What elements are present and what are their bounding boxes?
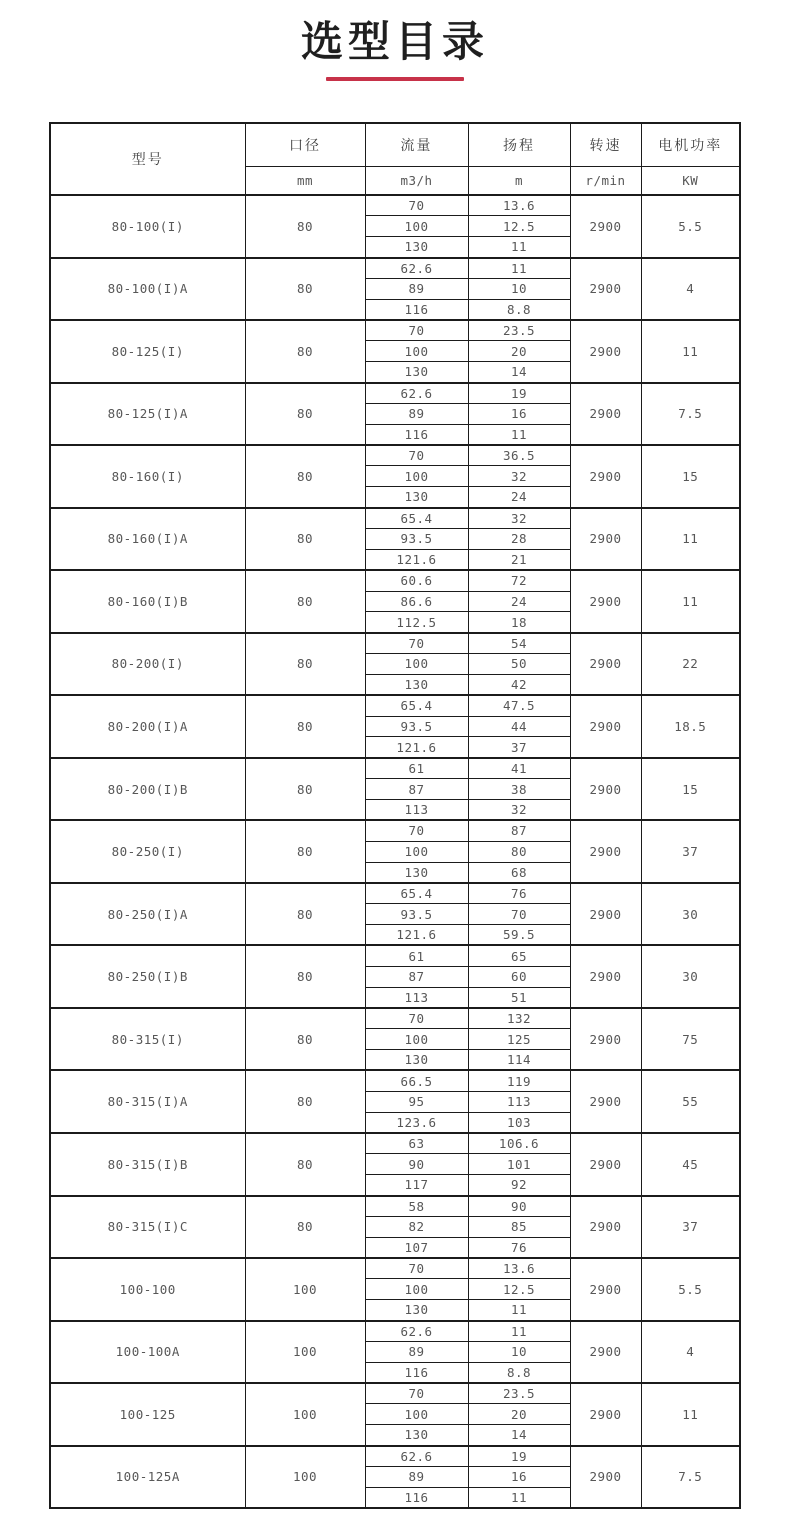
bore-cell: 80 bbox=[245, 883, 365, 946]
unit-speed: r/min bbox=[570, 167, 641, 196]
table-row bbox=[50, 1008, 740, 1029]
power-cell: 11 bbox=[641, 508, 740, 571]
bore-cell: 100 bbox=[245, 1446, 365, 1509]
flow-cell: 89 bbox=[365, 403, 468, 424]
power-cell: 11 bbox=[641, 320, 740, 383]
flow-cell: 116 bbox=[365, 1487, 468, 1508]
model-cell: 80-160(I)B bbox=[50, 570, 245, 633]
flow-cell: 130 bbox=[365, 237, 468, 258]
table-row bbox=[50, 508, 740, 529]
bore-cell: 80 bbox=[245, 195, 365, 258]
head-cell: 44 bbox=[468, 716, 570, 737]
head-cell: 65 bbox=[468, 945, 570, 966]
flow-cell: 93.5 bbox=[365, 529, 468, 550]
flow-cell: 86.6 bbox=[365, 591, 468, 612]
flow-cell: 82 bbox=[365, 1216, 468, 1237]
flow-cell: 123.6 bbox=[365, 1112, 468, 1133]
bore-cell: 80 bbox=[245, 695, 365, 758]
power-cell: 30 bbox=[641, 883, 740, 946]
model-cell: 80-315(I)B bbox=[50, 1133, 245, 1196]
speed-cell: 2900 bbox=[570, 1008, 641, 1071]
speed-cell: 2900 bbox=[570, 1196, 641, 1259]
flow-cell: 66.5 bbox=[365, 1070, 468, 1091]
flow-cell: 113 bbox=[365, 987, 468, 1008]
head-cell: 10 bbox=[468, 1341, 570, 1362]
flow-cell: 70 bbox=[365, 1258, 468, 1279]
power-cell: 45 bbox=[641, 1133, 740, 1196]
power-cell: 7.5 bbox=[641, 1446, 740, 1509]
head-cell: 8.8 bbox=[468, 299, 570, 320]
model-cell: 80-250(I) bbox=[50, 820, 245, 883]
head-cell: 16 bbox=[468, 1466, 570, 1487]
speed-cell: 2900 bbox=[570, 633, 641, 696]
header-row bbox=[50, 123, 740, 167]
model-cell: 80-315(I)A bbox=[50, 1070, 245, 1133]
flow-cell: 70 bbox=[365, 1383, 468, 1404]
power-cell: 5.5 bbox=[641, 1258, 740, 1321]
power-cell: 15 bbox=[641, 758, 740, 821]
head-cell: 38 bbox=[468, 779, 570, 800]
flow-cell: 70 bbox=[365, 820, 468, 841]
head-cell: 11 bbox=[468, 1487, 570, 1508]
head-cell: 12.5 bbox=[468, 216, 570, 237]
speed-cell: 2900 bbox=[570, 570, 641, 633]
flow-cell: 62.6 bbox=[365, 258, 468, 279]
unit-head: m bbox=[468, 167, 570, 196]
bore-cell: 80 bbox=[245, 1008, 365, 1071]
flow-cell: 100 bbox=[365, 654, 468, 675]
col-header-power: 电机功率 bbox=[641, 123, 740, 167]
table-row bbox=[50, 1196, 740, 1217]
head-cell: 32 bbox=[468, 508, 570, 529]
flow-cell: 70 bbox=[365, 633, 468, 654]
table-row bbox=[50, 883, 740, 904]
flow-cell: 93.5 bbox=[365, 904, 468, 925]
head-cell: 42 bbox=[468, 674, 570, 695]
table-row bbox=[50, 258, 740, 279]
power-cell: 55 bbox=[641, 1070, 740, 1133]
speed-cell: 2900 bbox=[570, 1446, 641, 1509]
speed-cell: 2900 bbox=[570, 1133, 641, 1196]
flow-cell: 113 bbox=[365, 799, 468, 820]
flow-cell: 90 bbox=[365, 1154, 468, 1175]
head-cell: 20 bbox=[468, 1404, 570, 1425]
speed-cell: 2900 bbox=[570, 1383, 641, 1446]
table-row bbox=[50, 695, 740, 716]
head-cell: 76 bbox=[468, 1237, 570, 1258]
head-cell: 12.5 bbox=[468, 1279, 570, 1300]
head-cell: 21 bbox=[468, 549, 570, 570]
model-cell: 80-315(I) bbox=[50, 1008, 245, 1071]
head-cell: 36.5 bbox=[468, 445, 570, 466]
power-cell: 4 bbox=[641, 1321, 740, 1384]
table-row bbox=[50, 383, 740, 404]
flow-cell: 93.5 bbox=[365, 716, 468, 737]
power-cell: 5.5 bbox=[641, 195, 740, 258]
table-row bbox=[50, 820, 740, 841]
head-cell: 19 bbox=[468, 1446, 570, 1467]
head-cell: 47.5 bbox=[468, 695, 570, 716]
head-cell: 10 bbox=[468, 278, 570, 299]
speed-cell: 2900 bbox=[570, 1258, 641, 1321]
table-header bbox=[50, 123, 740, 195]
flow-cell: 62.6 bbox=[365, 1321, 468, 1342]
model-cell: 80-100(I) bbox=[50, 195, 245, 258]
head-cell: 80 bbox=[468, 841, 570, 862]
bore-cell: 100 bbox=[245, 1383, 365, 1446]
power-cell: 22 bbox=[641, 633, 740, 696]
flow-cell: 70 bbox=[365, 1008, 468, 1029]
head-cell: 72 bbox=[468, 570, 570, 591]
bore-cell: 80 bbox=[245, 945, 365, 1008]
head-cell: 60 bbox=[468, 966, 570, 987]
head-cell: 114 bbox=[468, 1050, 570, 1071]
power-cell: 37 bbox=[641, 1196, 740, 1259]
power-cell: 75 bbox=[641, 1008, 740, 1071]
head-cell: 32 bbox=[468, 799, 570, 820]
speed-cell: 2900 bbox=[570, 1321, 641, 1384]
head-cell: 14 bbox=[468, 362, 570, 383]
model-cell: 80-160(I) bbox=[50, 445, 245, 508]
head-cell: 50 bbox=[468, 654, 570, 675]
table-row bbox=[50, 320, 740, 341]
flow-cell: 70 bbox=[365, 445, 468, 466]
head-cell: 106.6 bbox=[468, 1133, 570, 1154]
speed-cell: 2900 bbox=[570, 508, 641, 571]
model-cell: 100-100A bbox=[50, 1321, 245, 1384]
flow-cell: 107 bbox=[365, 1237, 468, 1258]
flow-cell: 87 bbox=[365, 779, 468, 800]
power-cell: 7.5 bbox=[641, 383, 740, 446]
flow-cell: 63 bbox=[365, 1133, 468, 1154]
col-header-model: 型号 bbox=[50, 123, 245, 195]
model-cell: 80-100(I)A bbox=[50, 258, 245, 321]
model-cell: 80-200(I)A bbox=[50, 695, 245, 758]
table-row bbox=[50, 945, 740, 966]
flow-cell: 65.4 bbox=[365, 883, 468, 904]
head-cell: 13.6 bbox=[468, 1258, 570, 1279]
title-underline-accent bbox=[326, 77, 464, 81]
power-cell: 18.5 bbox=[641, 695, 740, 758]
table-row bbox=[50, 1383, 740, 1404]
head-cell: 125 bbox=[468, 1029, 570, 1050]
table-row bbox=[50, 1446, 740, 1467]
table-row bbox=[50, 758, 740, 779]
table-row bbox=[50, 195, 740, 216]
power-cell: 11 bbox=[641, 1383, 740, 1446]
col-header-head: 扬程 bbox=[468, 123, 570, 167]
head-cell: 8.8 bbox=[468, 1362, 570, 1383]
flow-cell: 112.5 bbox=[365, 612, 468, 633]
power-cell: 15 bbox=[641, 445, 740, 508]
head-cell: 85 bbox=[468, 1216, 570, 1237]
flow-cell: 100 bbox=[365, 1404, 468, 1425]
bore-cell: 80 bbox=[245, 1070, 365, 1133]
flow-cell: 62.6 bbox=[365, 1446, 468, 1467]
table-row bbox=[50, 445, 740, 466]
head-cell: 23.5 bbox=[468, 320, 570, 341]
model-cell: 100-100 bbox=[50, 1258, 245, 1321]
head-cell: 20 bbox=[468, 341, 570, 362]
flow-cell: 130 bbox=[365, 1425, 468, 1446]
flow-cell: 130 bbox=[365, 1300, 468, 1321]
table-row bbox=[50, 570, 740, 591]
bore-cell: 80 bbox=[245, 383, 365, 446]
model-cell: 100-125A bbox=[50, 1446, 245, 1509]
unit-bore: mm bbox=[245, 167, 365, 196]
head-cell: 103 bbox=[468, 1112, 570, 1133]
unit-power: KW bbox=[641, 167, 740, 196]
flow-cell: 100 bbox=[365, 841, 468, 862]
head-cell: 24 bbox=[468, 591, 570, 612]
flow-cell: 89 bbox=[365, 278, 468, 299]
head-cell: 119 bbox=[468, 1070, 570, 1091]
flow-cell: 89 bbox=[365, 1466, 468, 1487]
flow-cell: 130 bbox=[365, 862, 468, 883]
bore-cell: 80 bbox=[245, 320, 365, 383]
model-cell: 80-160(I)A bbox=[50, 508, 245, 571]
model-cell: 80-250(I)B bbox=[50, 945, 245, 1008]
head-cell: 28 bbox=[468, 529, 570, 550]
bore-cell: 80 bbox=[245, 570, 365, 633]
flow-cell: 58 bbox=[365, 1196, 468, 1217]
flow-cell: 130 bbox=[365, 362, 468, 383]
model-cell: 80-315(I)C bbox=[50, 1196, 245, 1259]
flow-cell: 65.4 bbox=[365, 508, 468, 529]
head-cell: 11 bbox=[468, 1321, 570, 1342]
bore-cell: 80 bbox=[245, 445, 365, 508]
flow-cell: 95 bbox=[365, 1091, 468, 1112]
speed-cell: 2900 bbox=[570, 320, 641, 383]
head-cell: 13.6 bbox=[468, 195, 570, 216]
head-cell: 76 bbox=[468, 883, 570, 904]
bore-cell: 80 bbox=[245, 1196, 365, 1259]
head-cell: 101 bbox=[468, 1154, 570, 1175]
flow-cell: 87 bbox=[365, 966, 468, 987]
head-cell: 14 bbox=[468, 1425, 570, 1446]
flow-cell: 100 bbox=[365, 341, 468, 362]
flow-cell: 70 bbox=[365, 320, 468, 341]
table-row bbox=[50, 1321, 740, 1342]
bore-cell: 80 bbox=[245, 258, 365, 321]
power-cell: 30 bbox=[641, 945, 740, 1008]
flow-cell: 100 bbox=[365, 1029, 468, 1050]
head-cell: 18 bbox=[468, 612, 570, 633]
model-cell: 80-200(I) bbox=[50, 633, 245, 696]
flow-cell: 60.6 bbox=[365, 570, 468, 591]
col-header-speed: 转速 bbox=[570, 123, 641, 167]
table-row bbox=[50, 633, 740, 654]
head-cell: 113 bbox=[468, 1091, 570, 1112]
power-cell: 4 bbox=[641, 258, 740, 321]
head-cell: 51 bbox=[468, 987, 570, 1008]
head-cell: 68 bbox=[468, 862, 570, 883]
head-cell: 54 bbox=[468, 633, 570, 654]
flow-cell: 62.6 bbox=[365, 383, 468, 404]
power-cell: 37 bbox=[641, 820, 740, 883]
flow-cell: 89 bbox=[365, 1341, 468, 1362]
head-cell: 11 bbox=[468, 424, 570, 445]
flow-cell: 65.4 bbox=[365, 695, 468, 716]
catalog-page bbox=[0, 16, 790, 1509]
bore-cell: 80 bbox=[245, 820, 365, 883]
flow-cell: 61 bbox=[365, 758, 468, 779]
head-cell: 92 bbox=[468, 1175, 570, 1196]
head-cell: 16 bbox=[468, 403, 570, 424]
bore-cell: 80 bbox=[245, 758, 365, 821]
speed-cell: 2900 bbox=[570, 195, 641, 258]
model-cell: 80-250(I)A bbox=[50, 883, 245, 946]
head-cell: 23.5 bbox=[468, 1383, 570, 1404]
flow-cell: 100 bbox=[365, 466, 468, 487]
flow-cell: 121.6 bbox=[365, 549, 468, 570]
flow-cell: 130 bbox=[365, 487, 468, 508]
head-cell: 59.5 bbox=[468, 925, 570, 946]
page-title: 选型目录 bbox=[300, 17, 489, 66]
head-cell: 11 bbox=[468, 1300, 570, 1321]
col-header-bore: 口径 bbox=[245, 123, 365, 167]
col-header-flow: 流量 bbox=[365, 123, 468, 167]
head-cell: 11 bbox=[468, 258, 570, 279]
head-cell: 41 bbox=[468, 758, 570, 779]
head-cell: 90 bbox=[468, 1196, 570, 1217]
flow-cell: 116 bbox=[365, 424, 468, 445]
bore-cell: 100 bbox=[245, 1258, 365, 1321]
head-cell: 132 bbox=[468, 1008, 570, 1029]
flow-cell: 100 bbox=[365, 1279, 468, 1300]
head-cell: 37 bbox=[468, 737, 570, 758]
flow-cell: 116 bbox=[365, 1362, 468, 1383]
model-cell: 80-200(I)B bbox=[50, 758, 245, 821]
head-cell: 87 bbox=[468, 820, 570, 841]
speed-cell: 2900 bbox=[570, 445, 641, 508]
model-cell: 100-125 bbox=[50, 1383, 245, 1446]
selection-catalog-table bbox=[49, 122, 741, 1509]
head-cell: 19 bbox=[468, 383, 570, 404]
head-cell: 11 bbox=[468, 237, 570, 258]
speed-cell: 2900 bbox=[570, 1070, 641, 1133]
speed-cell: 2900 bbox=[570, 883, 641, 946]
speed-cell: 2900 bbox=[570, 820, 641, 883]
speed-cell: 2900 bbox=[570, 758, 641, 821]
flow-cell: 100 bbox=[365, 216, 468, 237]
table-row bbox=[50, 1133, 740, 1154]
model-cell: 80-125(I) bbox=[50, 320, 245, 383]
unit-flow: m3/h bbox=[365, 167, 468, 196]
model-cell: 80-125(I)A bbox=[50, 383, 245, 446]
table-row bbox=[50, 1070, 740, 1091]
flow-cell: 117 bbox=[365, 1175, 468, 1196]
table-row bbox=[50, 1258, 740, 1279]
flow-cell: 61 bbox=[365, 945, 468, 966]
bore-cell: 80 bbox=[245, 633, 365, 696]
head-cell: 32 bbox=[468, 466, 570, 487]
bore-cell: 100 bbox=[245, 1321, 365, 1384]
speed-cell: 2900 bbox=[570, 945, 641, 1008]
speed-cell: 2900 bbox=[570, 695, 641, 758]
speed-cell: 2900 bbox=[570, 383, 641, 446]
head-cell: 24 bbox=[468, 487, 570, 508]
bore-cell: 80 bbox=[245, 1133, 365, 1196]
flow-cell: 121.6 bbox=[365, 925, 468, 946]
flow-cell: 116 bbox=[365, 299, 468, 320]
speed-cell: 2900 bbox=[570, 258, 641, 321]
power-cell: 11 bbox=[641, 570, 740, 633]
flow-cell: 130 bbox=[365, 674, 468, 695]
head-cell: 70 bbox=[468, 904, 570, 925]
flow-cell: 130 bbox=[365, 1050, 468, 1071]
bore-cell: 80 bbox=[245, 508, 365, 571]
flow-cell: 70 bbox=[365, 195, 468, 216]
table-body bbox=[50, 195, 740, 1508]
flow-cell: 121.6 bbox=[365, 737, 468, 758]
